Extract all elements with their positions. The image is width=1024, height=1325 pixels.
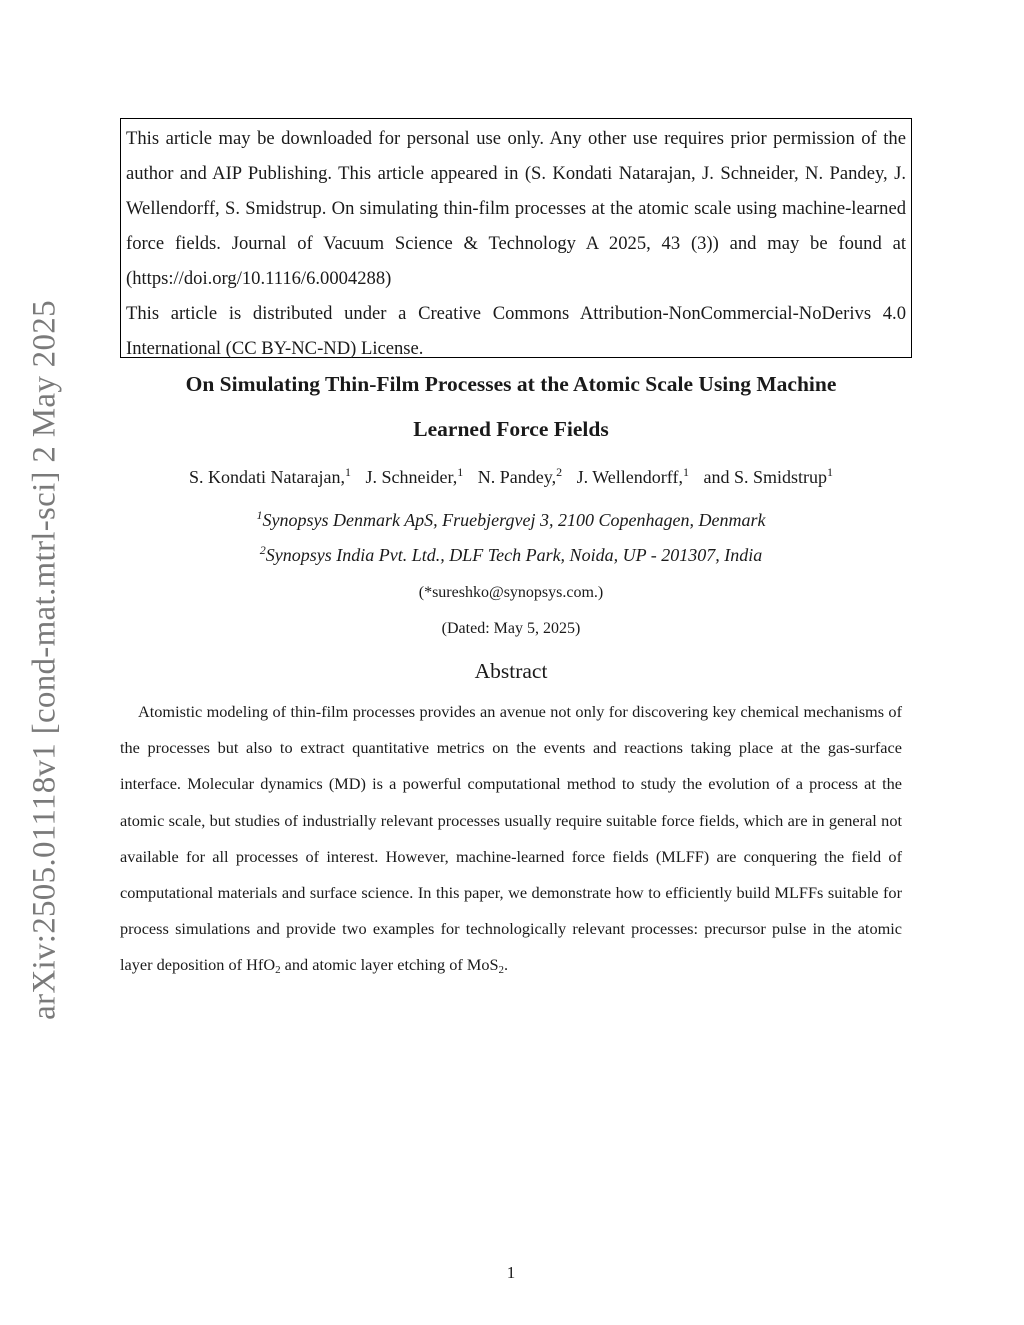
affiliation-text: Synopsys Denmark ApS, Fruebjergvej 3, 2100 Copenhagen, Denmark xyxy=(262,510,766,530)
paper-title-line-2: Learned Force Fields xyxy=(413,417,609,441)
affiliation-line xyxy=(120,545,902,566)
abstract-heading: Abstract xyxy=(474,659,548,683)
subscript: 2 xyxy=(498,964,505,977)
abstract-text xyxy=(120,694,902,984)
paper-title xyxy=(120,362,902,452)
notice-paragraph-usage: This article may be downloaded for personal use only. Any other use requires prior permission of the author and AIP Publishing. This article appeared in (S. Kondati Natarajan, J. Schneider, N. Pandey, J. Wellendorff, S. Smidstrup. On simulating thin-film processes at the atomic scale using machine-learned force fields. Journal of Vacuum Science & Technology A 2025, 43 (3)) and may be found at (https://doi.org/10.1116/6.0004288) xyxy=(126,128,906,289)
author-entry xyxy=(703,467,833,487)
affiliation-marker: 1 xyxy=(826,465,833,479)
subscript: 2 xyxy=(275,964,281,977)
abstract-text-mid: and atomic layer etching of MoS xyxy=(280,955,499,975)
dated-line: (Dated: May 5, 2025) xyxy=(441,620,581,637)
abstract-text-main: Atomistic modeling of thin-film processes provides an avenue not only for discovering key chemical mechanisms of the processes but also to extract quantitative metrics on the events and reactions taking place at the gas-surface interface. Molecular dynamics (MD) is a powerful computational method to study the evolution of a process at the atomic scale, but studies of industrially relevant processes usually require suitable force fields, which are in general not available for all processes of interest. However, machine-learned force fields (MLFF) are conquering the field of computational materials and surface science. In this paper, we demonstrate how to efficiently build MLFFs suitable for process simulations and provide two examples for technologically relevant processes: precursor pulse in the atomic layer deposition of HfO xyxy=(120,702,902,975)
author-list xyxy=(120,467,902,488)
author-name: J. Schneider, xyxy=(365,467,458,487)
notice-paragraph-license: This article is distributed under a Creative Commons Attribution-NonCommercial-NoDerivs 4.0 International (CC BY-NC-ND) License. xyxy=(126,303,906,359)
corresponding-email: (*sureshko@synopsys.com.) xyxy=(418,584,604,601)
author-name: S. Kondati Natarajan, xyxy=(189,467,345,487)
author-entry xyxy=(478,467,562,487)
affiliation-text: Synopsys India Pvt. Ltd., DLF Tech Park, Noida, UP - 201307, India xyxy=(265,545,763,565)
affiliation-marker: 2 xyxy=(556,465,563,479)
copyright-notice-box xyxy=(120,118,912,358)
affiliation-marker: 1 xyxy=(344,465,351,479)
arxiv-identifier-stamp: arXiv:2505.01118v1 [cond-mat.mtrl-sci] 2 May 2025 xyxy=(26,300,63,1020)
paper-title-line-1: On Simulating Thin-Film Processes at the Atomic Scale Using Machine xyxy=(185,372,837,396)
affiliation-marker: 1 xyxy=(682,465,689,479)
author-entry xyxy=(577,467,689,487)
affiliation-marker: 1 xyxy=(457,465,464,479)
author-name: and S. Smidstrup xyxy=(703,467,827,487)
author-entry xyxy=(365,467,463,487)
page-number: 1 xyxy=(506,1263,516,1282)
author-name: N. Pandey, xyxy=(477,467,557,487)
abstract-text-end: . xyxy=(504,955,509,975)
affiliation-number: 1 xyxy=(256,508,263,522)
author-entry xyxy=(189,467,351,487)
affiliation-line xyxy=(120,510,902,531)
affiliation-number: 2 xyxy=(259,543,266,557)
author-name: J. Wellendorff, xyxy=(576,467,683,487)
